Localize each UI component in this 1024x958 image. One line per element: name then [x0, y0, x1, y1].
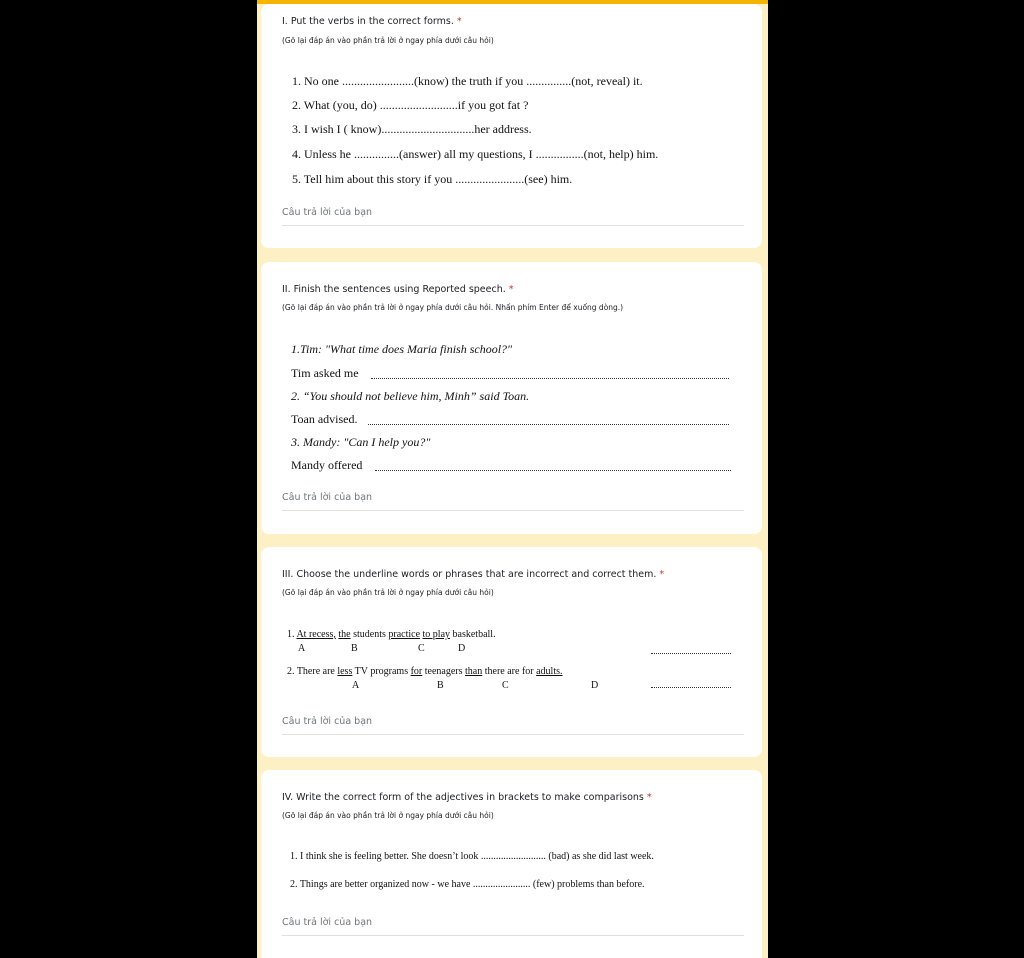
exercise-line: Mandy offered: [291, 458, 363, 472]
fill-in-dotted-line: [375, 470, 731, 471]
exercise-line: 5. Tell him about this story if you .......................(see) him.: [292, 172, 573, 186]
question-help-text: (Gõ lại đáp án vào phần trả lời ở ngay phía dưới câu hỏi): [282, 36, 494, 45]
option-letter: D: [591, 680, 599, 691]
exercise-line: Toan advised.: [291, 412, 358, 426]
required-asterisk: *: [659, 569, 665, 580]
exercise-line: 1. I think she is feeling better. She doesn’t look .......................... (bad) as she did last week.: [290, 851, 654, 862]
question-help-text: (Gõ lại đáp án vào phần trả lời ở ngay phía dưới câu hỏi): [282, 811, 494, 820]
exercise-line: 2. “You should not believe him, Minh” said Toan.: [291, 389, 530, 403]
exercise-sentence: 1. At recess, the students practice to play basketball.: [287, 629, 496, 640]
question-card-4: [261, 770, 762, 958]
answer-input[interactable]: Câu trả lời của bạn: [282, 492, 744, 511]
option-letter: A: [298, 643, 306, 654]
exercise-sentence: 2. There are less TV programs for teenagers than there are for adults.: [287, 666, 563, 677]
fill-in-dotted-line: [371, 378, 729, 379]
question-help-text: (Gõ lại đáp án vào phần trả lời ở ngay phía dưới câu hỏi. Nhấn phím Enter để xuống dòng.): [282, 303, 624, 312]
exercise-line: 1. No one ........................(know) the truth if you ...............(not, reveal) it.: [292, 74, 643, 88]
question-title: III. Choose the underline words or phrases that are incorrect and correct them. *: [282, 569, 665, 580]
answer-input[interactable]: Câu trả lời của bạn: [282, 917, 744, 936]
exercise-line: 3. I wish I ( know)...............................her address.: [292, 122, 532, 136]
question-title: I. Put the verbs in the correct forms. *: [282, 16, 462, 27]
required-asterisk: *: [508, 284, 514, 295]
option-letter: A: [352, 680, 360, 691]
exercise-line: 1.Tim: "What time does Maria finish school?": [291, 342, 513, 356]
answer-input[interactable]: Câu trả lời của bạn: [282, 207, 744, 226]
question-card-3: [261, 547, 762, 757]
exercise-line: 2. What (you, do) ..........................if you got fat ?: [292, 98, 529, 112]
exercise-line: Tim asked me: [291, 366, 359, 380]
exercise-line: 2. Things are better organized now - we have ....................... (few) problems than before.: [290, 879, 645, 890]
fill-in-dotted-line: [651, 687, 731, 688]
fill-in-dotted-line: [651, 653, 731, 654]
option-letter: B: [437, 680, 444, 691]
fill-in-dotted-line: [368, 424, 729, 425]
option-letter: C: [418, 643, 425, 654]
question-card-2: [261, 262, 762, 534]
required-asterisk: *: [646, 792, 652, 803]
question-card-1: [261, 4, 762, 248]
required-asterisk: *: [456, 16, 462, 27]
answer-input[interactable]: Câu trả lời của bạn: [282, 716, 744, 735]
option-letter: C: [502, 680, 509, 691]
exercise-line: 4. Unless he ...............(answer) all my questions, I ................(not, help) him.: [292, 147, 659, 161]
question-help-text: (Gõ lại đáp án vào phần trả lời ở ngay phía dưới câu hỏi): [282, 588, 494, 597]
form-page: [257, 0, 768, 958]
option-letter: D: [458, 643, 466, 654]
question-title: IV. Write the correct form of the adjectives in brackets to make comparisons *: [282, 792, 652, 803]
exercise-line: 3. Mandy: "Can I help you?": [291, 435, 431, 449]
option-letter: B: [351, 643, 358, 654]
question-title: II. Finish the sentences using Reported speech. *: [282, 284, 514, 295]
